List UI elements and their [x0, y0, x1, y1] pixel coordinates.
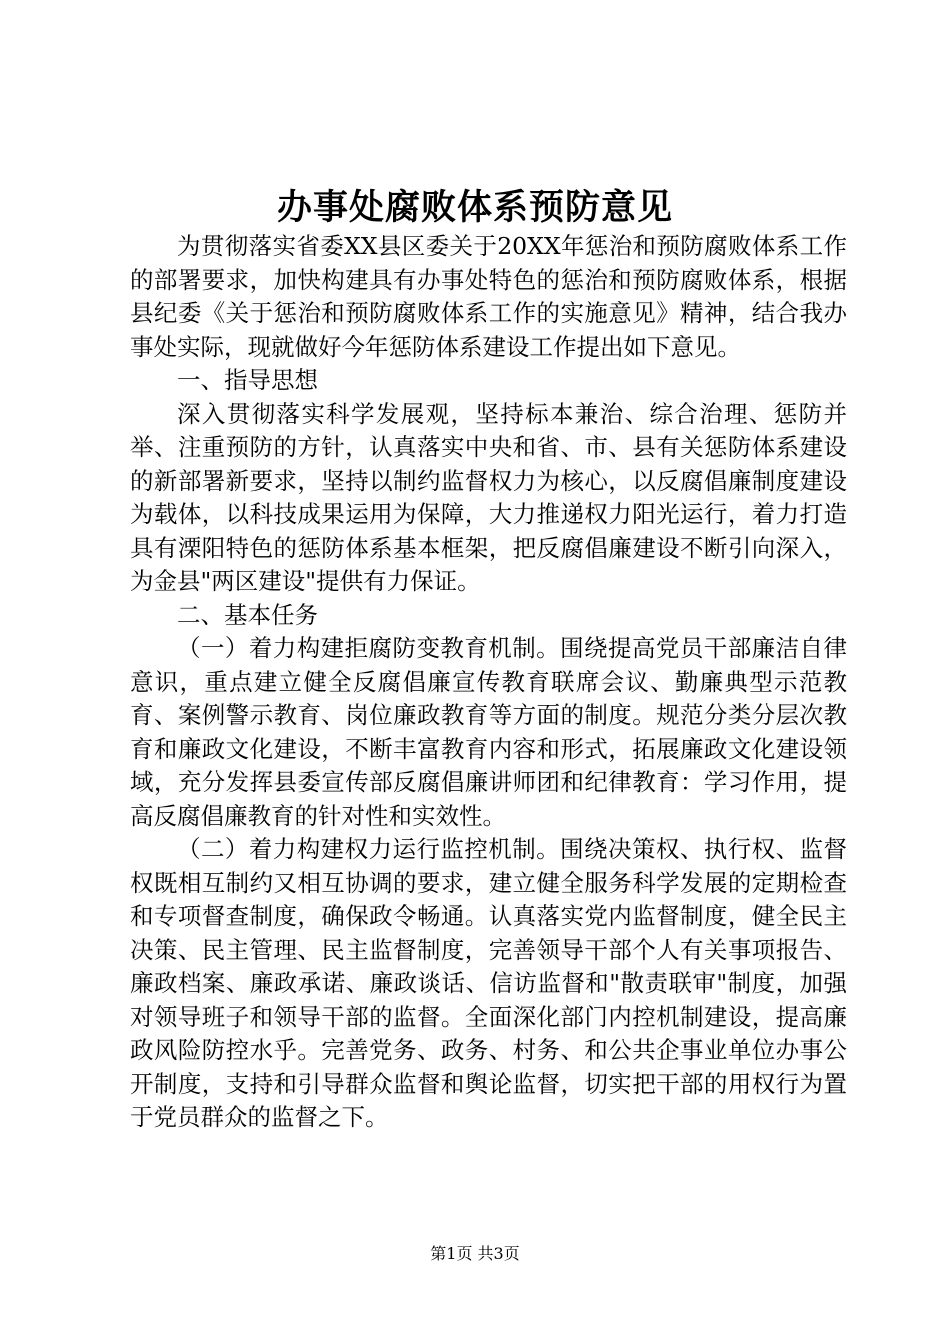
- document-title: 办事处腐败体系预防意见: [276, 187, 673, 228]
- guiding-ideology-paragraph: 深入贯彻落实科学发展观，坚持标本兼治、综合治理、惩防并举、注重预防的方针，认真落实中央和省、市、县有关惩防体系建设的新部署新要求，坚持以制约监督权力为核心，以反腐倡廉制度建设为载体，以科技成果运用为保障，大力推递权力阳光运行，着力打造具有溧阳特色的惩防体系基本框架，把反腐倡廉建设不断引向深入，为金县"两区建设"提供有力保证。: [130, 399, 847, 595]
- section-heading-guiding-ideology: 一、指导思想: [177, 366, 318, 394]
- page-footer: 第1页 共3页: [430, 1244, 520, 1263]
- task-two-paragraph: （二）着力构建权力运行监控机制。围绕决策权、执行权、监督权既相互制约又相互协调的要求，建立健全服务科学发展的定期检查和专项督查制度，确保政令畅通。认真落实党内监督制度，健全民主决策、民主管理、民主监督制度，完善领导干部个人有关事项报告、廉政档案、廉政承诺、廉政谈话、信访监督和"散责联审"制度，加强对领导班子和领导干部的监督。全面深化部门内控机制建设，提高廉政风险防控水乎。完善党务、政务、村务、和公共企事业单位办事公开制度，支持和引导群众监督和舆论监督，切实把干部的用权行为置于党员群众的监督之下。: [130, 835, 847, 1131]
- document-body: [130, 230, 847, 1135]
- section-heading-basic-tasks: 二、基本任务: [177, 600, 318, 629]
- task-one-paragraph: （一）着力构建拒腐防变教育机制。围绕提高党员干部廉洁自律意识，重点建立健全反腐倡廉宣传教育联席会议、勤廉典型示范教育、案例警示教育、岗位廉政教育等方面的制度。规范分类分层次教育和廉政文化建设，不断丰富教育内容和形式，拓展廉政文化建设领域，充分发挥县委宣传部反腐倡廉讲师团和纪律教育：学习作用，提高反腐倡廉教育的针对性和实效性。: [130, 634, 847, 830]
- intro-paragraph: 为贯彻落实省委XX县区委关于20XX年惩治和预防腐败体系工作的部署要求，加快构建具有办事处特色的惩治和预防腐败体系，根据县纪委《关于惩治和预防腐败体系工作的实施意见》精神，结合我办事处实际，现就做好今年惩防体系建设工作提出如下意见。: [130, 232, 847, 361]
